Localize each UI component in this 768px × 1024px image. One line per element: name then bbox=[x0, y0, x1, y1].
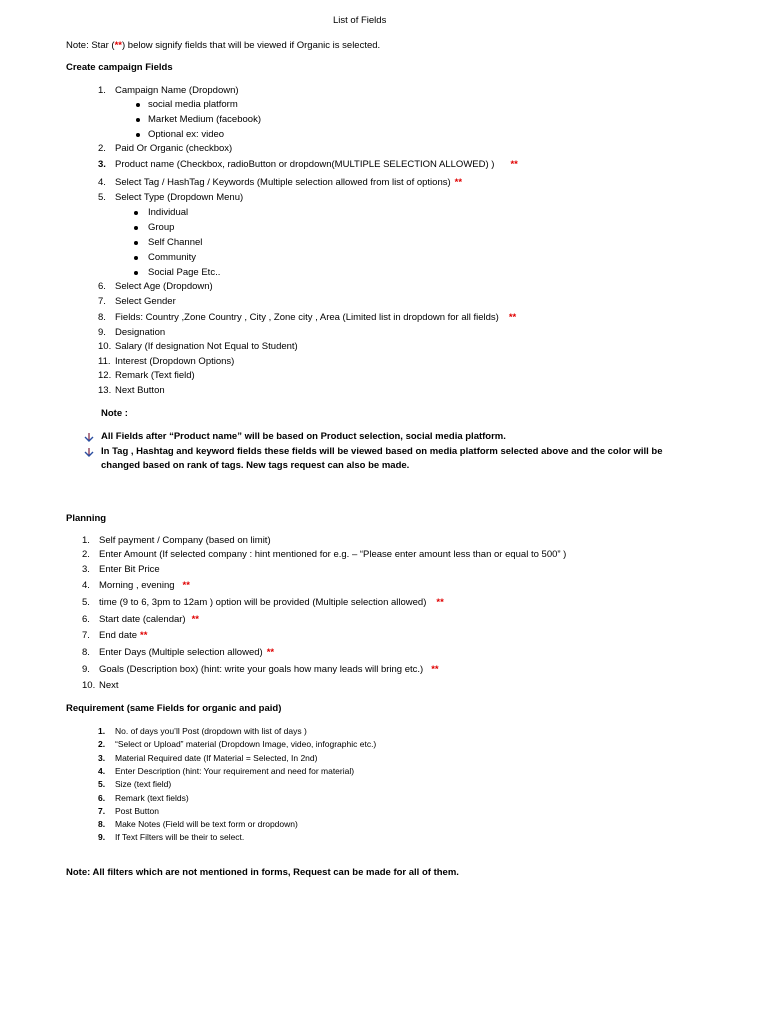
sub-list-item: Optional ex: video bbox=[148, 129, 225, 140]
list-item-number: 10. bbox=[82, 680, 96, 691]
requirement-heading: Requirement (same Fields for organic and paid) bbox=[66, 703, 282, 714]
list-item: Remark (Text field) bbox=[115, 370, 195, 381]
list-item-number: 2. bbox=[98, 739, 106, 749]
list-item-text: Start date (calendar) bbox=[99, 614, 186, 625]
list-item: Enter Bit Price bbox=[99, 564, 160, 575]
list-item bbox=[99, 614, 199, 626]
list-item: Designation bbox=[115, 327, 166, 338]
list-item bbox=[99, 664, 439, 676]
list-item-text: Select Tag / HashTag / Keywords (Multiple selection allowed from list of options) bbox=[115, 177, 451, 188]
list-item: If Text Filters will be their to select. bbox=[115, 832, 245, 842]
list-item-number: 7. bbox=[98, 806, 106, 816]
list-item bbox=[99, 647, 274, 659]
list-item-number: 8. bbox=[98, 819, 106, 829]
bullet-icon bbox=[136, 133, 140, 137]
sub-list-item: Group bbox=[148, 222, 175, 233]
list-item: Remark (text fields) bbox=[115, 793, 189, 803]
list-item-number: 1. bbox=[82, 535, 90, 546]
star-marker: ** bbox=[436, 597, 444, 608]
arrow-bullet-icon bbox=[84, 432, 94, 442]
list-item: Size (text field) bbox=[115, 779, 172, 789]
list-item-text: Enter Days (Multiple selection allowed) bbox=[99, 647, 263, 658]
star-marker: ** bbox=[454, 177, 463, 188]
list-item bbox=[115, 177, 462, 189]
list-item-text: Morning , evening bbox=[99, 580, 175, 591]
list-item-number: 6. bbox=[98, 793, 106, 803]
star-marker: ** bbox=[140, 630, 148, 641]
planning-heading: Planning bbox=[66, 513, 107, 524]
campaign-heading: Create campaign Fields bbox=[66, 62, 173, 73]
list-item-number: 6. bbox=[82, 614, 90, 625]
list-item-number: 4. bbox=[82, 580, 90, 591]
note-label: Note : bbox=[101, 408, 128, 419]
list-item-number: 3. bbox=[98, 753, 106, 763]
list-item bbox=[99, 597, 444, 609]
star-marker: ** bbox=[191, 614, 200, 625]
list-item bbox=[99, 580, 190, 592]
sub-list-item: Community bbox=[148, 252, 197, 263]
star-marker: ** bbox=[431, 664, 439, 675]
list-item: Enter Amount (If selected company : hint mentioned for e.g. – “Please enter amount less than or equal to 500” ) bbox=[99, 549, 567, 560]
list-item bbox=[115, 159, 518, 171]
bullet-icon bbox=[134, 241, 138, 245]
list-item bbox=[115, 312, 516, 324]
list-item: Next bbox=[99, 680, 119, 691]
list-item: Select Gender bbox=[115, 296, 176, 307]
list-item: Select Type (Dropdown Menu) bbox=[115, 192, 244, 203]
list-item-number: 11. bbox=[98, 356, 111, 367]
sub-list-item: Individual bbox=[148, 207, 189, 218]
bullet-icon bbox=[134, 256, 138, 260]
sub-list-item: social media platform bbox=[148, 99, 238, 110]
list-item-number: 5. bbox=[98, 779, 106, 789]
list-item-number: 1. bbox=[98, 85, 106, 96]
list-item-number: 8. bbox=[82, 647, 90, 658]
list-item: Salary (If designation Not Equal to Student) bbox=[115, 341, 298, 352]
bullet-icon bbox=[136, 118, 140, 122]
list-item-number: 9. bbox=[98, 327, 106, 338]
sub-list-item: Self Channel bbox=[148, 237, 203, 248]
list-item: Enter Description (hint: Your requirement and need for material) bbox=[115, 766, 355, 776]
note-item: In Tag , Hashtag and keyword fields these fields will be viewed based on media platform selected above and the color will be bbox=[101, 446, 663, 457]
list-item: No. of days you’ll Post (dropdown with list of days ) bbox=[115, 726, 307, 736]
note-item-continued: changed based on rank of tags. New tags request can also be made. bbox=[101, 460, 410, 471]
star-note-suffix: ) below signify fields that will be viewed if Organic is selected. bbox=[121, 40, 381, 51]
list-item-number: 2. bbox=[98, 143, 106, 154]
star-marker: ** bbox=[508, 312, 517, 323]
list-item-number: 9. bbox=[82, 664, 90, 675]
bullet-icon bbox=[134, 271, 138, 275]
star-marker: ** bbox=[266, 647, 275, 658]
bullet-icon bbox=[134, 211, 138, 215]
list-item: Campaign Name (Dropdown) bbox=[115, 85, 239, 96]
star-marker: ** bbox=[182, 580, 190, 591]
list-item-number: 3. bbox=[98, 159, 106, 170]
list-item-text: Product name (Checkbox, radioButton or dropdown(MULTIPLE SELECTION ALLOWED) ) bbox=[115, 159, 495, 170]
arrow-bullet-icon bbox=[84, 447, 94, 457]
star-marker: ** bbox=[114, 40, 122, 51]
list-item-number: 12. bbox=[98, 370, 112, 381]
list-item-number: 5. bbox=[98, 192, 106, 203]
list-item-number: 8. bbox=[98, 312, 106, 323]
list-item-number: 6. bbox=[98, 281, 106, 292]
list-item: Self payment / Company (based on limit) bbox=[99, 535, 271, 546]
list-item: Interest (Dropdown Options) bbox=[115, 356, 235, 367]
list-item-number: 7. bbox=[98, 296, 106, 307]
list-item-number: 1. bbox=[98, 726, 106, 736]
list-item: “Select or Upload” material (Dropdown Image, video, infographic etc.) bbox=[115, 739, 377, 749]
list-item: Material Required date (If Material = Selected, In 2nd) bbox=[115, 753, 318, 763]
list-item-number: 13. bbox=[98, 385, 112, 396]
list-item-number: 4. bbox=[98, 177, 106, 188]
star-note bbox=[66, 40, 380, 52]
list-item-text: Fields: Country ,Zone Country , City , Zone city , Area (Limited list in dropdown for all fields) bbox=[115, 312, 499, 323]
sub-list-item: Market Medium (facebook) bbox=[148, 114, 261, 125]
list-item-number: 7. bbox=[82, 630, 90, 641]
bullet-icon bbox=[136, 103, 140, 107]
list-item-number: 10. bbox=[98, 341, 112, 352]
list-item-text: time (9 to 6, 3pm to 12am ) option will be provided (Multiple selection allowed) bbox=[99, 597, 427, 608]
list-item: Make Notes (Field will be text form or dropdown) bbox=[115, 819, 298, 829]
sub-list-item: Social Page Etc.. bbox=[148, 267, 221, 278]
list-item: Select Age (Dropdown) bbox=[115, 281, 213, 292]
star-marker: ** bbox=[510, 159, 518, 170]
list-item: Paid Or Organic (checkbox) bbox=[115, 143, 233, 154]
list-item: Post Button bbox=[115, 806, 159, 816]
list-item: Next Button bbox=[115, 385, 165, 396]
list-item-number: 3. bbox=[82, 564, 90, 575]
list-item-text: Goals (Description box) (hint: write your goals how many leads will bring etc.) bbox=[99, 664, 424, 675]
list-item-number: 4. bbox=[98, 766, 106, 776]
bottom-note: Note: All filters which are not mentioned in forms, Request can be made for all of them. bbox=[66, 867, 459, 878]
note-item: All Fields after “Product name” will be based on Product selection, social media platform. bbox=[101, 431, 506, 442]
list-item-number: 5. bbox=[82, 597, 90, 608]
list-item-number: 2. bbox=[82, 549, 90, 560]
page-title: List of Fields bbox=[333, 15, 387, 26]
star-note-prefix: Note: Star ( bbox=[66, 40, 115, 51]
list-item-text: End date bbox=[99, 630, 138, 641]
list-item-number: 9. bbox=[98, 832, 106, 842]
bullet-icon bbox=[134, 226, 138, 230]
list-item bbox=[99, 630, 147, 642]
